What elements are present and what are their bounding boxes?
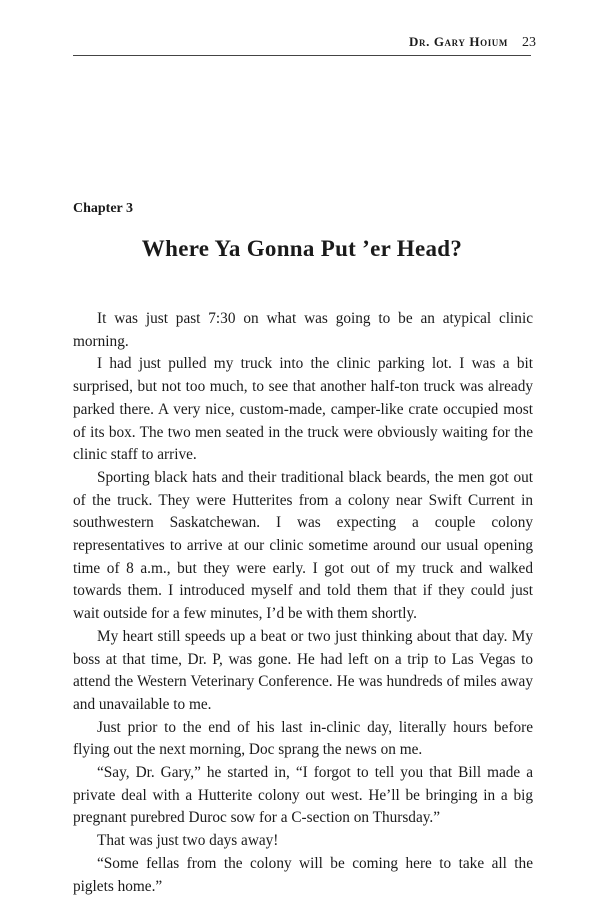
paragraph: That was just two days away! <box>97 832 279 850</box>
header-rule <box>73 55 531 56</box>
paragraph: Just prior to the end of his last in-clinic day, literally hours before flying out the next morning, Doc sprang the news on me. <box>73 718 533 759</box>
paragraph: It was just past 7:30 on what was going to be an atypical clinic morning. <box>73 310 533 350</box>
running-head-author: Dr. Gary Hoium <box>409 34 508 49</box>
running-head <box>409 34 536 51</box>
body-text <box>73 308 533 898</box>
paragraph: My heart still speeds up a beat or two just thinking about that day. My boss at that time, Dr. P, was gone. He had left on a trip to Las Vegas to attend the Western Veterinary Conference. He was hundreds of miles away and unavailable to me. <box>73 627 533 713</box>
paragraph: Sporting black hats and their traditional black beards, the men got out of the truck. They were Hutterites from a colony near Swift Current in southwestern Saskatchewan. I was expecting a couple colony representatives to arrive at our clinic sometime around our usual opening time of 8 a.m., but they were early. I got out of my truck and walked towards them. I introduced myself and told them that if they could just wait outside for a few minutes, I’d be with them shortly. <box>73 468 533 623</box>
chapter-label: Chapter 3 <box>73 201 134 216</box>
paragraph: “Say, Dr. Gary,” he started in, “I forgot to tell you that Bill made a private deal with a Hutterite colony out west. He’ll be bringing in a big pregnant purebred Duroc sow for a C-section on Thursday.” <box>73 764 533 827</box>
chapter-title: Where Ya Gonna Put ’er Head? <box>141 236 463 261</box>
paragraph: “Some fellas from the colony will be coming here to take all the piglets home.” <box>73 854 533 895</box>
page-number: 23 <box>522 35 536 50</box>
paragraph: I had just pulled my truck into the clinic parking lot. I was a bit surprised, but not too much, to see that another half-ton truck was already parked there. A very nice, custom-made, camper-like crate occupied most of its box. The two men seated in the truck were obviously waiting for the clinic staff to arrive. <box>73 355 533 464</box>
